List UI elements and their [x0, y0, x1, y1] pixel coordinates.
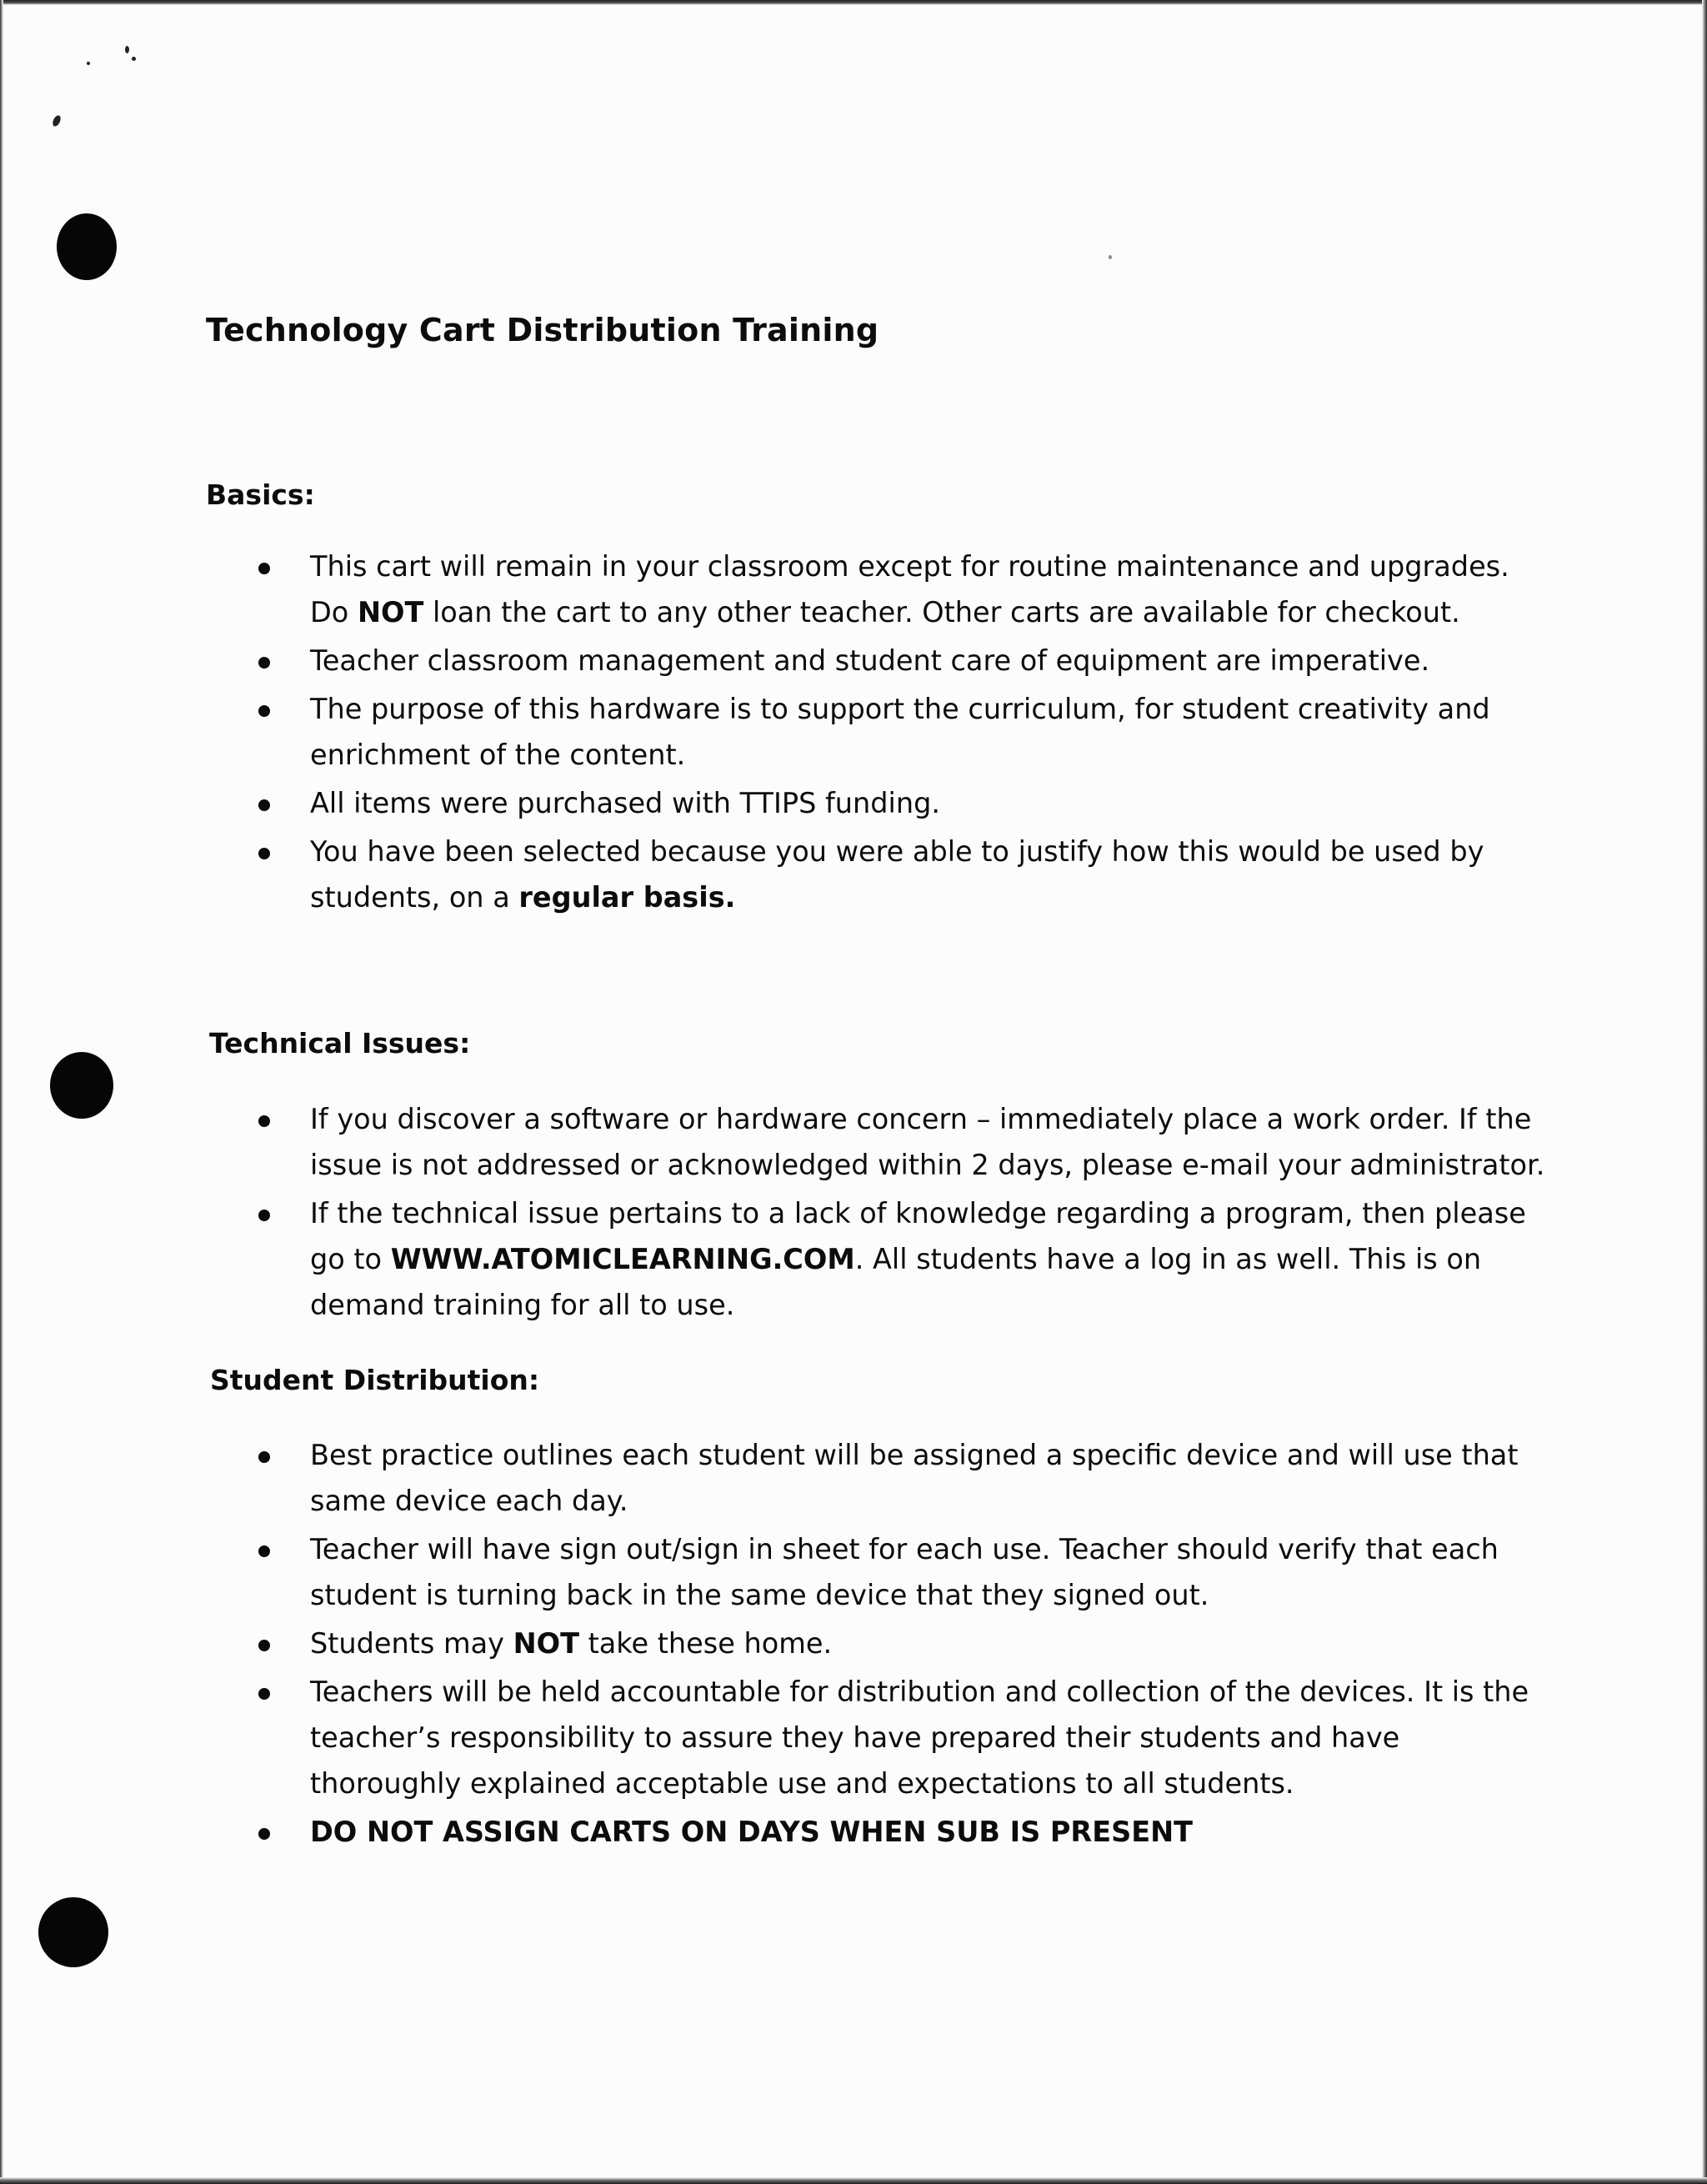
list-item: Best practice outlines each student will be assigned a specific device and will use that same device each day. [0, 1432, 1519, 1524]
bullet-icon [258, 1545, 270, 1557]
bullet-list-technical-issues [0, 1096, 1545, 1330]
scan-speck [1109, 255, 1112, 259]
bullet-list-student-distribution [0, 1432, 1529, 1857]
scan-speck [87, 62, 90, 65]
list-item: DO NOT ASSIGN CARTS ON DAYS WHEN SUB IS PRESENT [0, 1809, 1519, 1855]
scan-edge-top [0, 0, 1707, 5]
bullet-icon [258, 1115, 270, 1127]
scan-edge-bottom [0, 2177, 1707, 2184]
list-item: If you discover a software or hardware concern – immediately place a work order. If the issue is not addressed or acknowledged within 2 days, please e-mail your administrator. [0, 1096, 1519, 1188]
scan-edge-right [1702, 0, 1707, 2184]
bullet-icon [258, 1640, 270, 1651]
list-item: You have been selected because you were able to justify how this would be used by students, on a regular basis. [0, 829, 1519, 920]
section-heading-basics: Basics: [206, 478, 315, 511]
bullet-list-basics [0, 543, 1509, 923]
bullet-icon [258, 1828, 270, 1840]
scan-speck [51, 114, 62, 128]
section-heading-student-distribution: Student Distribution: [210, 1364, 540, 1396]
bullet-icon [258, 799, 270, 811]
scan-speck [125, 46, 129, 53]
list-item: Students may NOT take these home. [0, 1620, 1519, 1666]
list-item: Teacher will have sign out/sign in sheet for each use. Teacher should verify that each student is turning back in the same device that they signed out. [0, 1526, 1519, 1618]
punch-hole-bottom [38, 1897, 108, 1967]
list-item: The purpose of this hardware is to support the curriculum, for student creativity and enrichment of the content. [0, 686, 1519, 778]
list-item: Teachers will be held accountable for distribution and collection of the devices. It is the teacher’s responsibility to assure they have prepared their students and have thoroughly explained acceptable use and expectations to all students. [0, 1669, 1519, 1806]
bullet-icon [258, 848, 270, 859]
punch-hole-top [57, 213, 117, 280]
bullet-icon [258, 1688, 270, 1700]
bullet-icon [258, 705, 270, 717]
list-item: All items were purchased with TTIPS funding. [0, 780, 1519, 826]
bullet-icon [258, 657, 270, 669]
scan-speck [132, 57, 136, 61]
bullet-icon [258, 1210, 270, 1221]
list-item: If the technical issue pertains to a lack of knowledge regarding a program, then please go to WWW.ATOMICLEARNING.COM. All students have a log in as well. This is on demand training for all to use. [0, 1190, 1519, 1328]
section-heading-technical-issues: Technical Issues: [209, 1027, 471, 1059]
document-title: Technology Cart Distribution Training [206, 312, 879, 348]
list-item: Teacher classroom management and student care of equipment are imperative. [0, 638, 1519, 684]
bullet-icon [258, 563, 270, 574]
bullet-icon [258, 1451, 270, 1463]
list-item: This cart will remain in your classroom except for routine maintenance and upgrades. Do NOT loan the cart to any other teacher. Other carts are available for checkout. [0, 543, 1519, 635]
